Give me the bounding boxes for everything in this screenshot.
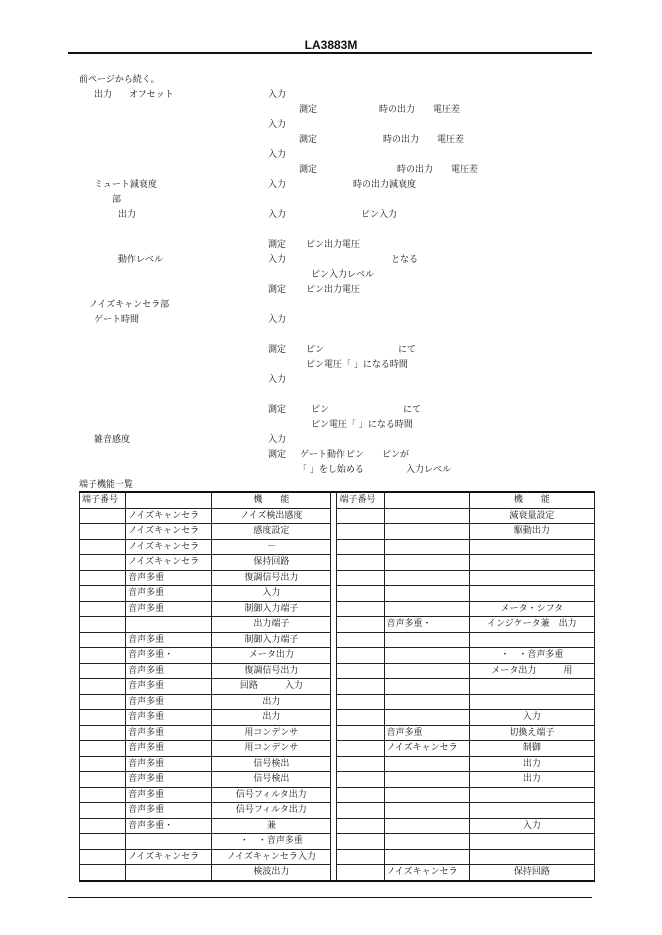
table-cell: 音声多重 — [126, 663, 212, 679]
table-cell — [80, 803, 126, 819]
table-cell: ノイズキャンセラ — [126, 555, 212, 571]
spec-text: ピン電圧「 」になる時間 — [311, 420, 413, 430]
table-cell — [384, 555, 469, 571]
table-cell: 制御 — [469, 741, 594, 757]
spec-text: 入力 — [268, 315, 287, 325]
table-row — [80, 725, 595, 741]
table-cell — [469, 586, 594, 602]
table-row — [80, 818, 595, 834]
table-cell — [337, 725, 384, 741]
table-row — [80, 694, 595, 710]
spec-text: ピン — [311, 405, 330, 415]
table-cell — [384, 648, 469, 664]
table-cell — [337, 648, 384, 664]
table-cell: 音声多重 — [126, 586, 212, 602]
spec-text: 入力 — [268, 255, 287, 265]
header-cell: 機 能 — [212, 492, 331, 508]
spec-text: ノイズキャンセラ部 — [89, 300, 170, 310]
table-cell: 兼 — [212, 818, 331, 834]
table-cell: ノイズキャンセラ — [126, 849, 212, 865]
spec-text: 部 — [112, 195, 122, 205]
table-cell: 音声多重 — [126, 694, 212, 710]
table-row — [80, 632, 595, 648]
table-cell: 入力 — [469, 710, 594, 726]
spec-text: 入力 — [268, 375, 287, 385]
table-cell — [337, 601, 384, 617]
table-cell: ノイズキャンセラ — [384, 741, 469, 757]
table-cell: 音声多重 — [126, 601, 212, 617]
table-cell — [337, 508, 384, 524]
table-cell — [80, 818, 126, 834]
spec-text: 時の出力減衰度 — [353, 180, 417, 190]
document-header-title: LA3883M — [304, 38, 358, 52]
table-row — [80, 787, 595, 803]
table-cell — [337, 818, 384, 834]
spec-text: 入力 — [268, 180, 287, 190]
table-cell — [384, 756, 469, 772]
table-row — [80, 570, 595, 586]
table-cell: 出力 — [469, 772, 594, 788]
table-cell — [80, 524, 126, 540]
table-cell — [80, 632, 126, 648]
table-cell — [469, 539, 594, 555]
table-cell: 音声多重 — [126, 570, 212, 586]
table-cell: 感度設定 — [212, 524, 331, 540]
header-rule — [68, 52, 592, 54]
table-row — [80, 741, 595, 757]
table-cell: 保持回路 — [469, 865, 594, 881]
table-cell — [384, 787, 469, 803]
spec-text: 測定 — [299, 135, 318, 145]
table-cell — [337, 741, 384, 757]
table-cell — [469, 570, 594, 586]
table-row — [80, 756, 595, 772]
spec-text: 測定 — [299, 165, 318, 175]
spec-text: ピン — [306, 345, 325, 355]
table-cell: 減衰量設定 — [469, 508, 594, 524]
table-cell — [384, 508, 469, 524]
spec-text: ミュート減衰度 — [94, 180, 157, 190]
table-cell: 音声多重 — [126, 772, 212, 788]
table-cell: 保持回路 — [212, 555, 331, 571]
table-cell — [384, 632, 469, 648]
table-cell — [384, 834, 469, 850]
table-cell — [469, 834, 594, 850]
table-cell — [337, 803, 384, 819]
table-cell: 音声多重・ — [126, 818, 212, 834]
table-cell: 用コンデンサ — [212, 741, 331, 757]
spec-text: 入力 — [268, 150, 287, 160]
table-cell — [80, 570, 126, 586]
table-cell — [80, 539, 126, 555]
table-cell: インジケータ兼 出力 — [469, 617, 594, 633]
table-cell: 制御入力端子 — [212, 632, 331, 648]
table-cell: 駆動出力 — [469, 524, 594, 540]
table-cell: 音声多重・ — [126, 648, 212, 664]
table-cell: 回路 入力 — [212, 679, 331, 695]
table-cell — [384, 539, 469, 555]
spec-text: ピン入力 — [361, 210, 398, 220]
spec-text: 前ページから続く。 — [79, 75, 160, 85]
table-cell: 音声多重・ — [384, 617, 469, 633]
table-cell — [337, 679, 384, 695]
pin-function-table — [79, 491, 595, 882]
spec-text: となる — [391, 255, 419, 265]
table-cell — [384, 818, 469, 834]
table-cell — [126, 834, 212, 850]
footer-rule — [68, 897, 592, 898]
spec-text: にて — [398, 345, 417, 355]
table-cell — [337, 865, 384, 881]
table-cell — [384, 586, 469, 602]
table-cell — [384, 849, 469, 865]
spec-text: ピン電圧「 」になる時間 — [306, 360, 408, 370]
table-row — [80, 772, 595, 788]
spec-text: 入力 — [268, 120, 287, 130]
table-cell — [384, 803, 469, 819]
table-cell — [337, 663, 384, 679]
table-cell — [80, 865, 126, 881]
table-cell — [80, 741, 126, 757]
spec-text: 時の出力 — [397, 165, 434, 175]
table-cell — [469, 803, 594, 819]
spec-text: 測定 — [268, 240, 287, 250]
spec-text: 測定 — [299, 105, 318, 115]
table-cell — [80, 710, 126, 726]
table-cell — [469, 679, 594, 695]
spec-text: ゲート時間 — [94, 315, 140, 325]
spec-text: 電圧差 — [433, 105, 461, 115]
table-cell: ノイズキャンセラ入力 — [212, 849, 331, 865]
table-cell: 音声多重 — [126, 787, 212, 803]
table-cell — [337, 849, 384, 865]
spec-text: 測定 — [268, 345, 287, 355]
spec-text: ピン出力電圧 — [306, 285, 361, 295]
table-cell: 信号検出 — [212, 772, 331, 788]
table-cell: 入力 — [469, 818, 594, 834]
table-cell: ノイズキャンセラ — [126, 508, 212, 524]
table-cell — [80, 601, 126, 617]
table-row — [80, 539, 595, 555]
spec-text: 入力 — [268, 90, 287, 100]
table-cell — [80, 586, 126, 602]
table-cell: 信号フィルタ出力 — [212, 787, 331, 803]
table-cell — [80, 617, 126, 633]
spec-text: 測定 — [268, 405, 287, 415]
table-cell — [80, 555, 126, 571]
table-cell — [337, 617, 384, 633]
table-cell — [337, 756, 384, 772]
table-cell: メータ出力 — [212, 648, 331, 664]
table-row — [80, 617, 595, 633]
header-cell — [384, 492, 469, 508]
table-cell: 制御入力端子 — [212, 601, 331, 617]
table-cell — [80, 725, 126, 741]
spec-text: ピン — [346, 450, 365, 460]
spec-text: ピンが — [382, 450, 410, 460]
table-cell — [337, 834, 384, 850]
table-cell — [80, 663, 126, 679]
table-cell: ・ ・音声多重 — [212, 834, 331, 850]
spec-text: 電圧差 — [451, 165, 479, 175]
table-cell: 用コンデンサ — [212, 725, 331, 741]
table-cell: ノイズキャンセラ — [384, 865, 469, 881]
table-cell: メータ出力 用 — [469, 663, 594, 679]
spec-text: 時の出力 — [383, 135, 420, 145]
spec-text: 測定 — [268, 285, 287, 295]
table-cell — [337, 710, 384, 726]
table-cell — [80, 849, 126, 865]
table-cell — [80, 508, 126, 524]
table-cell: 復調信号出力 — [212, 663, 331, 679]
table-row — [80, 601, 595, 617]
table-cell: 信号検出 — [212, 756, 331, 772]
table-cell: ・ ・音声多重 — [469, 648, 594, 664]
table-cell — [337, 586, 384, 602]
spec-text: オフセット — [129, 90, 174, 100]
spec-text: ピン出力電圧 — [306, 240, 361, 250]
table-cell — [469, 694, 594, 710]
table-header-row — [80, 492, 595, 508]
table-cell — [80, 834, 126, 850]
spec-text: 動作レベル — [118, 255, 164, 265]
spec-text: 雑音感度 — [94, 435, 131, 445]
table-cell — [384, 663, 469, 679]
table-cell: 信号フィルタ出力 — [212, 803, 331, 819]
table-cell — [337, 539, 384, 555]
table-cell — [80, 694, 126, 710]
table-cell: 出力端子 — [212, 617, 331, 633]
table-cell — [384, 772, 469, 788]
table-cell — [337, 787, 384, 803]
spec-text: 入力 — [268, 435, 287, 445]
table-row — [80, 679, 595, 695]
table-cell: 音声多重 — [384, 725, 469, 741]
table-cell — [80, 772, 126, 788]
header-cell: 端子番号 — [80, 492, 126, 508]
table-row — [80, 849, 595, 865]
header-cell — [126, 492, 212, 508]
table-cell: 音声多重 — [126, 632, 212, 648]
table-cell — [384, 694, 469, 710]
table-cell — [80, 648, 126, 664]
table-cell — [384, 710, 469, 726]
table-cell — [469, 555, 594, 571]
table-cell: 音声多重 — [126, 803, 212, 819]
table-cell: ノイズキャンセラ — [126, 539, 212, 555]
table-cell — [384, 679, 469, 695]
table-row — [80, 663, 595, 679]
table-row — [80, 648, 595, 664]
spec-text: にて — [403, 405, 422, 415]
table-row — [80, 803, 595, 819]
table-cell — [337, 772, 384, 788]
table-row — [80, 710, 595, 726]
spec-text: 測定 — [268, 450, 287, 460]
spec-text: 電圧差 — [437, 135, 465, 145]
table-cell — [337, 555, 384, 571]
table-cell: 入力 — [212, 586, 331, 602]
spec-text: 出力 — [118, 210, 137, 220]
table-cell: 出力 — [469, 756, 594, 772]
table-cell — [126, 617, 212, 633]
table-row — [80, 834, 595, 850]
table-cell: ノイズキャンセラ — [126, 524, 212, 540]
table-cell: 音声多重 — [126, 756, 212, 772]
table-row — [80, 508, 595, 524]
spec-text: ピン入力レベル — [311, 270, 375, 280]
table-cell — [80, 679, 126, 695]
table-row — [80, 524, 595, 540]
table-cell — [337, 570, 384, 586]
spec-text: 入力 — [268, 210, 287, 220]
table-cell — [384, 601, 469, 617]
table-cell: 出力 — [212, 694, 331, 710]
table-cell: 音声多重 — [126, 725, 212, 741]
spec-text: 「 」をし始める — [298, 465, 364, 475]
table-cell — [126, 865, 212, 881]
spec-text: 端子機能一覧 — [79, 480, 134, 490]
header-cell: 機 能 — [469, 492, 594, 508]
table-cell — [469, 849, 594, 865]
table-row — [80, 865, 595, 881]
table-cell — [337, 524, 384, 540]
table-cell — [337, 632, 384, 648]
spec-text: 時の出力 — [379, 105, 416, 115]
table-cell: 出力 — [212, 710, 331, 726]
table-cell: 検波出力 — [212, 865, 331, 881]
table-cell: 切換え端子 — [469, 725, 594, 741]
table-cell — [80, 756, 126, 772]
table-row — [80, 555, 595, 571]
spec-text: ゲート動作 — [300, 450, 346, 460]
table-cell — [80, 787, 126, 803]
table-cell: ノイズ検出感度 — [212, 508, 331, 524]
spec-text: 出力 — [94, 90, 113, 100]
table-cell: 復調信号出力 — [212, 570, 331, 586]
table-row — [80, 586, 595, 602]
header-cell: 端子番号 — [337, 492, 384, 508]
table-cell — [384, 570, 469, 586]
table-cell — [469, 632, 594, 648]
table-cell — [469, 787, 594, 803]
table-cell — [337, 694, 384, 710]
table-cell: 音声多重 — [126, 741, 212, 757]
table-cell — [384, 524, 469, 540]
table-cell: － — [212, 539, 331, 555]
spec-text: 入力レベル — [406, 465, 452, 475]
table-cell: 音声多重 — [126, 710, 212, 726]
table-cell: メータ・シフタ — [469, 601, 594, 617]
table-cell: 音声多重 — [126, 679, 212, 695]
